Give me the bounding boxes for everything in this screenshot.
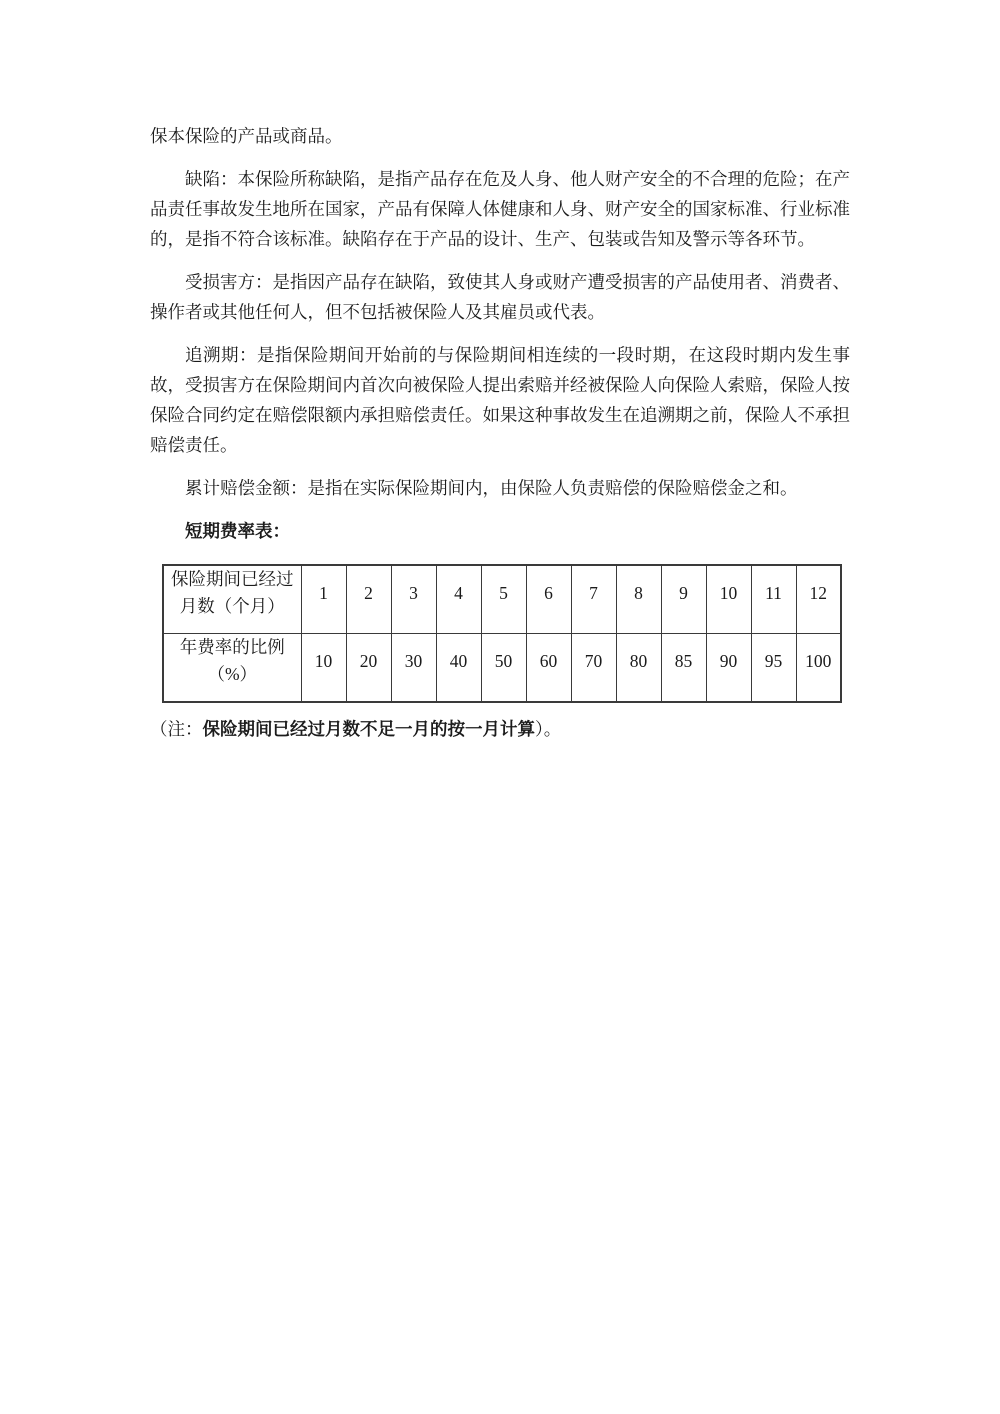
month-cell: 7: [571, 565, 616, 634]
table-row-months: [163, 565, 841, 634]
rate-cell: 95: [751, 634, 796, 703]
rate-cell: 80: [616, 634, 661, 703]
rate-cell: 60: [526, 634, 571, 703]
month-cell: 4: [436, 565, 481, 634]
rate-cell: 50: [481, 634, 526, 703]
table-heading: 短期费率表：: [185, 521, 290, 541]
months-label-line1: 保险期间已经过: [171, 569, 294, 589]
rate-cell: 85: [661, 634, 706, 703]
paragraph-defect-definition: 缺陷：本保险所称缺陷，是指产品存在危及人身、他人财产安全的不合理的危险；在产品责任事故发生地所在国家，产品有保障人体健康和人身、财产安全的国家标准、行业标准的，是指不符合该标准。缺陷存在于产品的设计、生产、包装或告知及警示等各环节。: [150, 169, 850, 249]
months-label-line2: 月数（个月）: [179, 596, 285, 616]
paragraph-retroactive-period-definition: 追溯期：是指保险期间开始前的与保险期间相连续的一段时期，在这段时期内发生事故，受损害方在保险期间内首次向被保险人提出索赔并经被保险人向保险人索赔，保险人按保险合同约定在赔偿限额内承担赔偿责任。如果这种事故发生在追溯期之前，保险人不承担赔偿责任。: [150, 345, 850, 455]
paragraph-aggregate-indemnity-definition: 累计赔偿金额：是指在实际保险期间内，由保险人负责赔偿的保险赔偿金之和。: [185, 478, 798, 498]
months-label-cell: [163, 565, 301, 634]
month-cell: 8: [616, 565, 661, 634]
short-term-rate-table: [162, 564, 842, 703]
rate-cell: 40: [436, 634, 481, 703]
note-prefix: （注：: [150, 719, 203, 739]
rates-label-line2: （%）: [207, 664, 258, 684]
month-cell: 9: [661, 565, 706, 634]
note-bold-text: 保险期间已经过月数不足一月的按一月计算: [202, 719, 535, 739]
month-cell: 3: [391, 565, 436, 634]
rates-label-cell: [163, 634, 301, 703]
month-cell: 12: [796, 565, 841, 634]
month-cell: 6: [526, 565, 571, 634]
rate-cell: 70: [571, 634, 616, 703]
note-suffix: ）。: [535, 719, 562, 739]
rate-cell: 90: [706, 634, 751, 703]
month-cell: 2: [346, 565, 391, 634]
rates-label-line1: 年费率的比例: [179, 637, 285, 657]
rate-cell: 10: [301, 634, 346, 703]
paragraph-injured-party-definition: 受损害方：是指因产品存在缺陷，致使其人身或财产遭受损害的产品使用者、消费者、操作者或其他任何人，但不包括被保险人及其雇员或代表。: [150, 272, 850, 322]
month-cell: 1: [301, 565, 346, 634]
month-cell: 11: [751, 565, 796, 634]
month-cell: 10: [706, 565, 751, 634]
table-note: [150, 714, 850, 744]
table-row-rates: [163, 634, 841, 703]
paragraph-continuation: 保本保险的产品或商品。: [150, 126, 343, 146]
month-cell: 5: [481, 565, 526, 634]
rate-cell: 100: [796, 634, 841, 703]
rate-cell: 20: [346, 634, 391, 703]
rate-cell: 30: [391, 634, 436, 703]
